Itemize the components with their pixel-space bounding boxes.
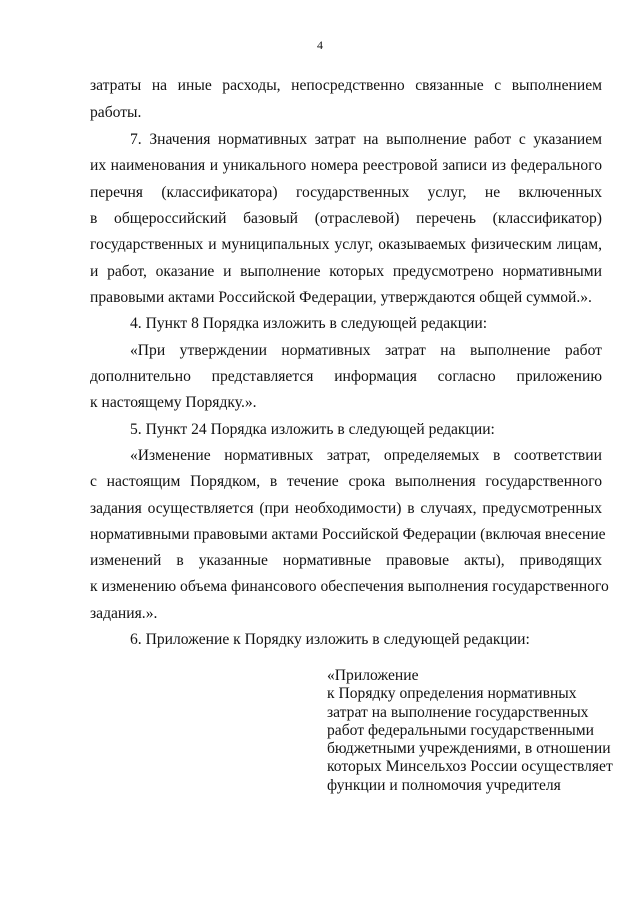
text-line: «Изменение нормативных затрат, определяемых в соответствии — [130, 447, 602, 464]
text-line: и работ, оказание и выполнение которых предусмотрено нормативными — [90, 263, 602, 280]
appendix-line: работ федеральными государственными — [327, 721, 594, 739]
appendix-line: затрат на выполнение государственных — [327, 703, 589, 721]
text-line: дополнительно представляется информация согласно приложению — [90, 368, 602, 385]
item-6-heading: 6. Приложение к Порядку изложить в следующей редакции: — [130, 631, 530, 648]
item-5-heading: 5. Пункт 24 Порядка изложить в следующей редакции: — [130, 421, 495, 438]
text-line: в общероссийский базовый (отраслевой) перечень (классификатор) — [90, 210, 602, 227]
text-line: с настоящим Порядком, в течение срока выполнения государственного — [90, 473, 602, 490]
text-line: их наименования и уникального номера реестровой записи из федерального — [90, 157, 602, 174]
paragraph-7-first-line: 7. Значения нормативных затрат на выполнение работ с указанием — [130, 131, 602, 148]
appendix-line: бюджетными учреждениями, в отношении — [327, 740, 611, 758]
appendix-line: функции и полномочия учредителя — [327, 776, 561, 794]
text-line: нормативными правовыми актами Российской Федерации (включая внесение — [90, 526, 606, 543]
text-line: государственных и муниципальных услуг, оказываемых физическим лицам, — [90, 236, 602, 253]
text-line: работы. — [90, 104, 142, 121]
text-line: задания.». — [90, 605, 158, 622]
appendix-line: «Приложение — [327, 667, 419, 684]
text-line: к настоящему Порядку.». — [90, 394, 257, 411]
appendix-line: которых Минсельхоз России осуществляет — [327, 758, 613, 776]
text-line: правовыми актами Российской Федерации, утверждаются общей суммой.». — [90, 289, 592, 306]
page-number: 4 — [317, 38, 323, 52]
text-line: «При утверждении нормативных затрат на выполнение работ — [130, 342, 602, 359]
appendix-header — [327, 667, 617, 795]
text-line: изменений в указанные нормативные правовые акты), приводящих — [90, 552, 602, 569]
appendix-line: к Порядку определения нормативных — [327, 685, 577, 703]
text-line: к изменению объема финансового обеспечения выполнения государственного — [90, 578, 609, 595]
text-line: задания осуществляется (при необходимости) в случаях, предусмотренных — [90, 500, 602, 517]
text-line: затраты на иные расходы, непосредственно связанные с выполнением — [90, 77, 602, 94]
item-4-heading: 4. Пункт 8 Порядка изложить в следующей редакции: — [130, 315, 488, 332]
text-line: перечня (классификатора) государственных услуг, не включенных — [90, 184, 602, 201]
